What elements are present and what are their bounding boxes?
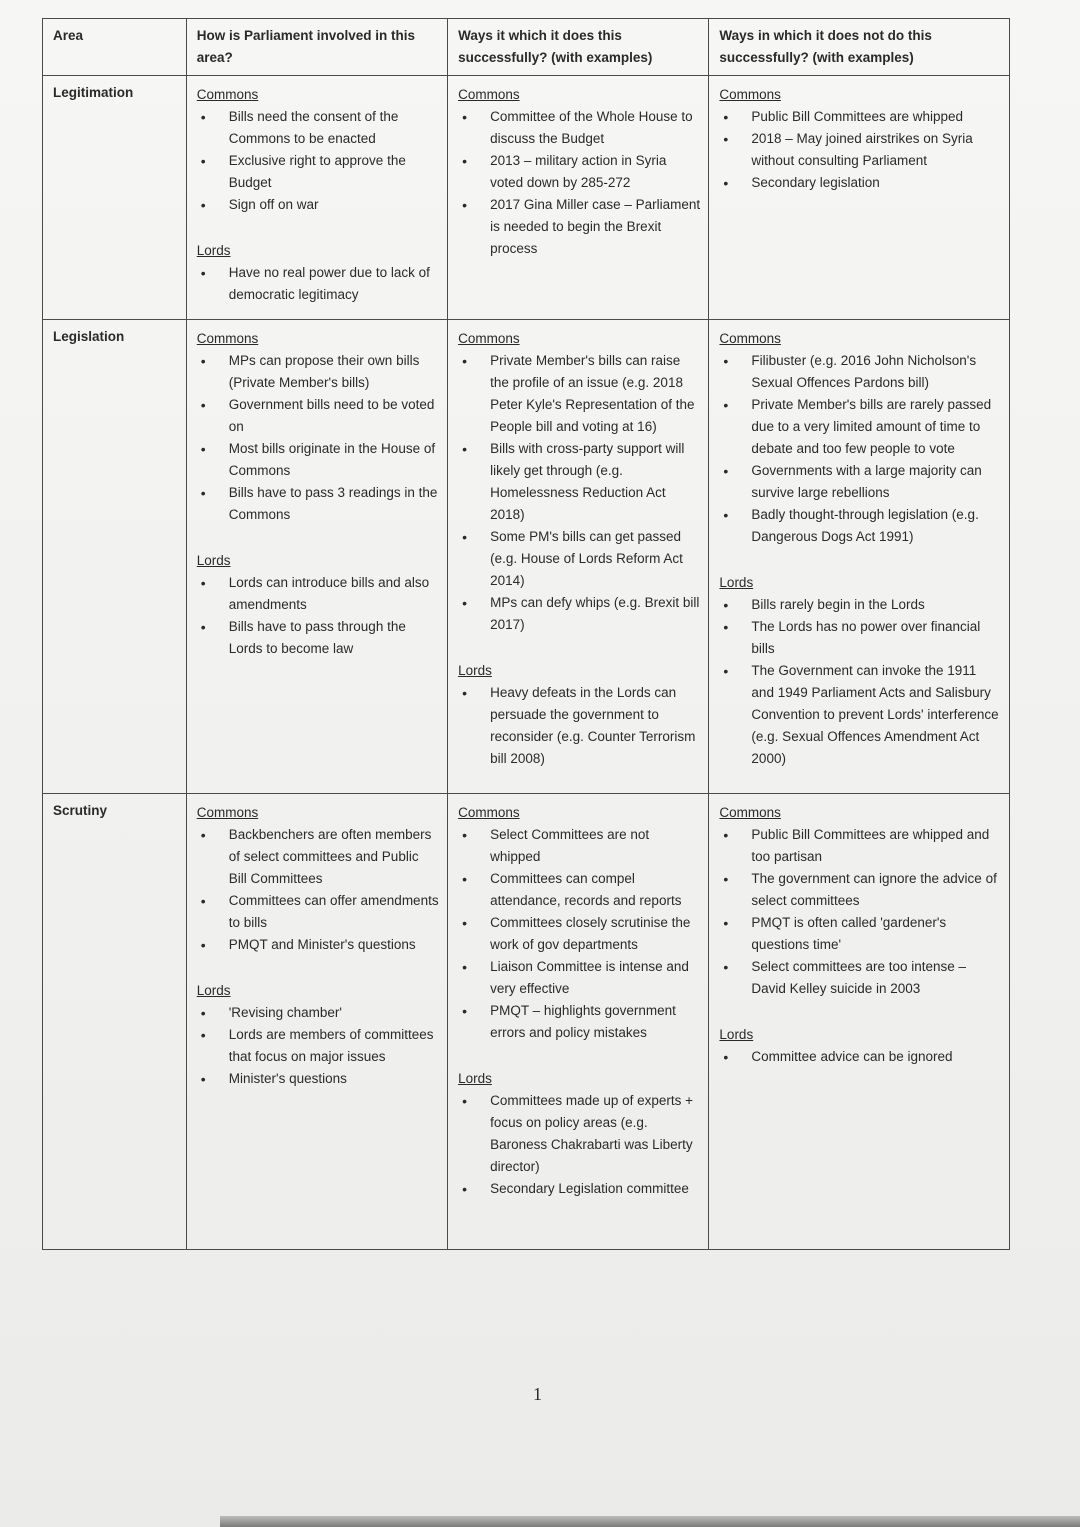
- header-row: [43, 19, 1010, 76]
- lords-heading: Lords: [196, 553, 231, 568]
- area-cell: Legislation: [43, 320, 187, 794]
- lords-heading: Lords: [196, 983, 231, 998]
- list-item: • Bills rarely begin in the Lords: [719, 594, 1001, 616]
- table-row-legitimation: [43, 76, 1010, 320]
- lords-list: [719, 1046, 1001, 1068]
- commons-heading: Commons: [458, 87, 520, 102]
- list-item: • Public Bill Committees are whipped: [719, 106, 1001, 128]
- commons-list: [719, 824, 1001, 1000]
- list-item: • Bills with cross-party support will likely get through (e.g. Homelessness Reduction Act 2018): [458, 438, 700, 526]
- successful-cell: [448, 76, 709, 320]
- commons-heading: Commons: [196, 331, 259, 346]
- list-item: • The government can ignore the advice of select committees: [719, 868, 1001, 912]
- list-item: • Some PM's bills can get passed (e.g. House of Lords Reform Act 2014): [458, 526, 700, 592]
- successful-cell: [448, 320, 709, 794]
- list-item: • 2013 – military action in Syria voted down by 285-272: [458, 150, 700, 194]
- lords-list: [458, 682, 700, 770]
- list-item: • PMQT – highlights government errors and policy mistakes: [458, 1000, 700, 1044]
- lords-heading: Lords: [458, 663, 492, 678]
- list-item: • Committees made up of experts + focus on policy areas (e.g. Baroness Chakrabarti was Liberty director): [458, 1090, 700, 1178]
- list-item: • Have no real power due to lack of democratic legitimacy: [197, 262, 439, 306]
- list-item: • Bills need the consent of the Commons to be enacted: [197, 106, 439, 150]
- list-item: • Government bills need to be voted on: [197, 394, 439, 438]
- commons-list: [719, 106, 1001, 194]
- commons-heading: Commons: [196, 805, 259, 820]
- list-item: • 'Revising chamber': [197, 1002, 439, 1024]
- list-item: • Public Bill Committees are whipped and too partisan: [719, 824, 1001, 868]
- commons-list: [458, 350, 700, 636]
- commons-list: [458, 106, 700, 260]
- list-item: • Minister's questions: [197, 1068, 439, 1090]
- table-row-legislation: [43, 320, 1010, 794]
- lords-heading: Lords: [719, 575, 754, 590]
- unsuccessful-cell: [709, 320, 1010, 794]
- commons-heading: Commons: [196, 87, 259, 102]
- area-cell: Legitimation: [43, 76, 187, 320]
- lords-list: [197, 572, 439, 660]
- list-item: • Governments with a large majority can survive large rebellions: [719, 460, 1001, 504]
- list-item: • Committees closely scrutinise the work of gov departments: [458, 912, 700, 956]
- list-item: • Filibuster (e.g. 2016 John Nicholson's Sexual Offences Pardons bill): [719, 350, 1001, 394]
- header-unsuccessful: Ways in which it does not do this successfully? (with examples): [709, 19, 1010, 76]
- involvement-cell: [186, 320, 447, 794]
- list-item: • The Government can invoke the 1911 and 1949 Parliament Acts and Salisbury Convention to prevent Lords' interference (e.g. Sexual Offences Amendment Act 2000): [719, 660, 1001, 770]
- list-item: • The Lords has no power over financial bills: [719, 616, 1001, 660]
- lords-list: [458, 1090, 700, 1200]
- lords-list: [197, 1002, 439, 1090]
- commons-list: [197, 106, 439, 216]
- unsuccessful-cell: [709, 76, 1010, 320]
- list-item: • Heavy defeats in the Lords can persuade the government to reconsider (e.g. Counter Terrorism bill 2008): [458, 682, 700, 770]
- involvement-cell: [186, 76, 447, 320]
- successful-cell: [448, 794, 709, 1250]
- area-cell: Scrutiny: [43, 794, 187, 1250]
- header-involvement: How is Parliament involved in this area?: [186, 19, 447, 76]
- list-item: • MPs can defy whips (e.g. Brexit bill 2017): [458, 592, 700, 636]
- commons-list: [458, 824, 700, 1044]
- list-item: • Badly thought-through legislation (e.g. Dangerous Dogs Act 1991): [719, 504, 1001, 548]
- list-item: • 2018 – May joined airstrikes on Syria without consulting Parliament: [719, 128, 1001, 172]
- list-item: • MPs can propose their own bills (Private Member's bills): [197, 350, 439, 394]
- list-item: • Secondary Legislation committee: [458, 1178, 700, 1200]
- unsuccessful-cell: [709, 794, 1010, 1250]
- list-item: • PMQT and Minister's questions: [197, 934, 439, 956]
- list-item: • Committee of the Whole House to discuss the Budget: [458, 106, 700, 150]
- header-successful: Ways it which it does this successfully? (with examples): [448, 19, 709, 76]
- list-item: • Committee advice can be ignored: [719, 1046, 1001, 1068]
- lords-heading: Lords: [458, 1071, 492, 1086]
- list-item: • Sign off on war: [197, 194, 439, 216]
- list-item: • Select Committees are not whipped: [458, 824, 700, 868]
- list-item: • Liaison Committee is intense and very effective: [458, 956, 700, 1000]
- list-item: • Private Member's bills are rarely passed due to a very limited amount of time to debate and too few people to vote: [719, 394, 1001, 460]
- paper-shadow-edge: [220, 1516, 1080, 1527]
- commons-heading: Commons: [719, 331, 781, 346]
- list-item: • Select committees are too intense – David Kelley suicide in 2003: [719, 956, 1001, 1000]
- lords-list: [197, 262, 439, 306]
- involvement-cell: [186, 794, 447, 1250]
- lords-list: [719, 594, 1001, 770]
- commons-list: [197, 350, 439, 526]
- commons-list: [719, 350, 1001, 548]
- list-item: • Bills have to pass through the Lords to become law: [197, 616, 439, 660]
- list-item: • 2017 Gina Miller case – Parliament is needed to begin the Brexit process: [458, 194, 700, 260]
- lords-heading: Lords: [719, 1027, 754, 1042]
- commons-list: [197, 824, 439, 956]
- list-item: • Bills have to pass 3 readings in the Commons: [197, 482, 439, 526]
- commons-heading: Commons: [458, 805, 520, 820]
- lords-heading: Lords: [196, 243, 231, 258]
- list-item: • Backbenchers are often members of select committees and Public Bill Committees: [197, 824, 439, 890]
- list-item: • Committees can compel attendance, records and reports: [458, 868, 700, 912]
- header-area: Area: [43, 19, 187, 76]
- list-item: • Most bills originate in the House of Commons: [197, 438, 439, 482]
- list-item: • Exclusive right to approve the Budget: [197, 150, 439, 194]
- list-item: • Private Member's bills can raise the profile of an issue (e.g. 2018 Peter Kyle's Representation of the People bill and voting at 16): [458, 350, 700, 438]
- list-item: • PMQT is often called 'gardener's questions time': [719, 912, 1001, 956]
- list-item: • Secondary legislation: [719, 172, 1001, 194]
- commons-heading: Commons: [458, 331, 520, 346]
- table-row-scrutiny: [43, 794, 1010, 1250]
- commons-heading: Commons: [719, 805, 781, 820]
- list-item: • Lords are members of committees that focus on major issues: [197, 1024, 439, 1068]
- parliament-functions-table: [42, 18, 1010, 1250]
- page-number: 1: [533, 1384, 542, 1404]
- list-item: • Committees can offer amendments to bills: [197, 890, 439, 934]
- commons-heading: Commons: [719, 87, 781, 102]
- list-item: • Lords can introduce bills and also amendments: [197, 572, 439, 616]
